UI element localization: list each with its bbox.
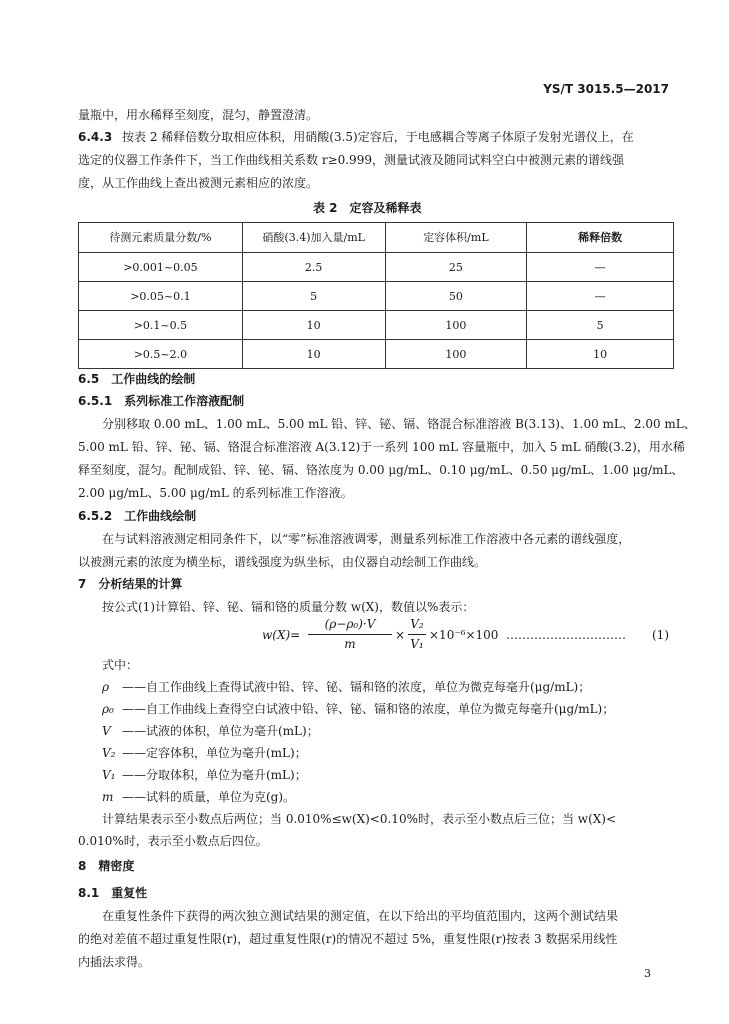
symbol: ρ — [102, 680, 110, 694]
para-line: 5.00 mL 铅、锌、铋、镉、铬混合标准溶液 A(3.12)于一系列 100 mL 容量瓶中，加入 5 mL 硝酸(3.2)，用水稀 — [78, 440, 685, 454]
section-heading-6-5: 6.5 工作曲线的绘制 — [78, 372, 196, 386]
table-cell: 10 — [527, 340, 674, 369]
section-heading-6-5-2: 6.5.2 工作曲线绘制 — [78, 509, 197, 523]
table-cell: — — [527, 253, 674, 282]
para-line: 释至刻度，混匀。配制成铅、锌、铋、镉、铬浓度为 0.00 μg/mL、0.10 μg/mL、0.50 μg/mL、1.00 μg/mL、 — [78, 463, 684, 477]
formula-1 — [262, 618, 682, 654]
table-cell: 25 — [385, 253, 527, 282]
symbol: V₂ — [102, 746, 116, 760]
formula-numerator: (ρ−ρ₀)·V — [324, 617, 376, 631]
formula-lhs: w(X)= — [262, 628, 301, 642]
table-caption: 表 2 定容及稀释表 — [313, 201, 422, 215]
para-line: 计算结果表示至小数点后两位；当 0.010%≤w(X)<0.10%时，表示至小数点后三位；当 w(X)< — [102, 812, 617, 826]
para-line: 在重复性条件下获得的两次独立测试结果的测定值，在以下给出的平均值范围内，这两个测试结果 — [102, 909, 619, 923]
formula-v2: V₂ — [410, 617, 424, 631]
definition: ——分取体积，单位为毫升(mL)； — [122, 768, 307, 782]
section-heading-7: 7 分析结果的计算 — [78, 577, 183, 591]
definition: ——定容体积，单位为毫升(mL)； — [122, 746, 307, 760]
symbol: m — [102, 790, 114, 804]
formula-number: (1) — [652, 628, 669, 642]
definition: ——试液的体积，单位为毫升(mL)； — [122, 724, 319, 738]
para-line: 在与试料溶液测定相同条件下，以“零”标准溶液调零，测量系列标准工作溶液中各元素的谱线强度， — [102, 532, 631, 546]
table-cell: >0.5~2.0 — [79, 340, 243, 369]
table-cell: 100 — [385, 340, 527, 369]
dilution-table — [78, 222, 674, 369]
section-heading-8-1: 8.1 重复性 — [78, 886, 148, 900]
table-cell: >0.1~0.5 — [79, 311, 243, 340]
formula-leader-dots: ………………………… — [506, 628, 626, 642]
formula-rest: ×10⁻⁶×100 — [429, 628, 499, 642]
table-row — [79, 282, 674, 311]
definition: ——自工作曲线上查得试液中铅、锌、铋、镉和铬的浓度，单位为微克每毫升(μg/mL)； — [122, 680, 591, 694]
para-line: 度，从工作曲线上查出被测元素相应的浓度。 — [78, 176, 319, 190]
para-line: 按表 2 稀释倍数分取相应体积，用硝酸(3.5)定容后，于电感耦合等离子体原子发射光谱仪上，在 — [122, 130, 634, 144]
formula-denominator: m — [344, 637, 356, 651]
symbol: ρ₀ — [102, 702, 114, 716]
table-cell: 100 — [385, 311, 527, 340]
para-line: 0.010%时，表示至小数点后四位。 — [78, 834, 268, 848]
symbol: V₁ — [102, 768, 116, 782]
fraction-line — [408, 634, 426, 635]
para-line: 量瓶中，用水稀释至刻度，混匀，静置澄清。 — [78, 108, 319, 122]
table-cell: 5 — [527, 311, 674, 340]
section-number-6-4-3: 6.4.3 — [78, 130, 113, 144]
table-row — [79, 253, 674, 282]
para-line: 选定的仪器工作条件下，当工作曲线相关系数 r≥0.999，测量试液及随同试料空白中被测元素的谱线强 — [78, 153, 624, 167]
column-header: 待测元素质量分数/% — [79, 223, 243, 253]
where-label: 式中： — [102, 658, 139, 672]
table-cell: 10 — [242, 340, 385, 369]
definition: ——自工作曲线上查得空白试液中铅、锌、铋、镉和铬的浓度，单位为微克每毫升(μg/mL)； — [122, 702, 615, 716]
table-cell: 10 — [242, 311, 385, 340]
table-row — [79, 340, 674, 369]
fraction-line — [308, 634, 392, 635]
column-header: 定容体积/mL — [385, 223, 527, 253]
section-heading-8: 8 精密度 — [78, 859, 135, 873]
para-line: 以被测元素的浓度为横坐标，谱线强度为纵坐标，由仪器自动绘制工作曲线。 — [78, 555, 487, 569]
table-row — [79, 311, 674, 340]
para-line: 2.00 μg/mL、5.00 μg/mL 的系列标准工作溶液。 — [78, 486, 353, 500]
definition: ——试料的质量，单位为克(g)。 — [122, 790, 296, 804]
para-line: 分别移取 0.00 mL、1.00 mL、5.00 mL 铅、锌、铋、镉、铬混合标准溶液 B(3.13)、1.00 mL、2.00 mL、 — [102, 417, 696, 431]
section-heading-6-5-1: 6.5.1 系列标准工作溶液配制 — [78, 394, 245, 408]
symbol: V — [102, 724, 111, 738]
table-cell: 50 — [385, 282, 527, 311]
formula-times: × — [395, 628, 406, 642]
column-header: 硝酸(3.4)加入量/mL — [242, 223, 385, 253]
table-cell: 2.5 — [242, 253, 385, 282]
standard-number: YS/T 3015.5—2017 — [543, 82, 669, 96]
para-line: 内插法求得。 — [78, 955, 151, 969]
column-header: 稀释倍数 — [527, 223, 674, 253]
table-cell: >0.05~0.1 — [79, 282, 243, 311]
table-cell: >0.001~0.05 — [79, 253, 243, 282]
page-number: 3 — [644, 967, 651, 980]
formula-v1: V₁ — [410, 637, 424, 651]
para-line: 的绝对差值不超过重复性限(r)，超过重复性限(r)的情况不超过 5%，重复性限(r)按表 3 数据采用线性 — [78, 932, 618, 946]
table-cell: 5 — [242, 282, 385, 311]
table-cell: — — [527, 282, 674, 311]
para-line: 按公式(1)计算铅、锌、铋、镉和铬的质量分数 w(X)，数值以%表示： — [102, 600, 475, 614]
table-header-row — [79, 223, 674, 253]
